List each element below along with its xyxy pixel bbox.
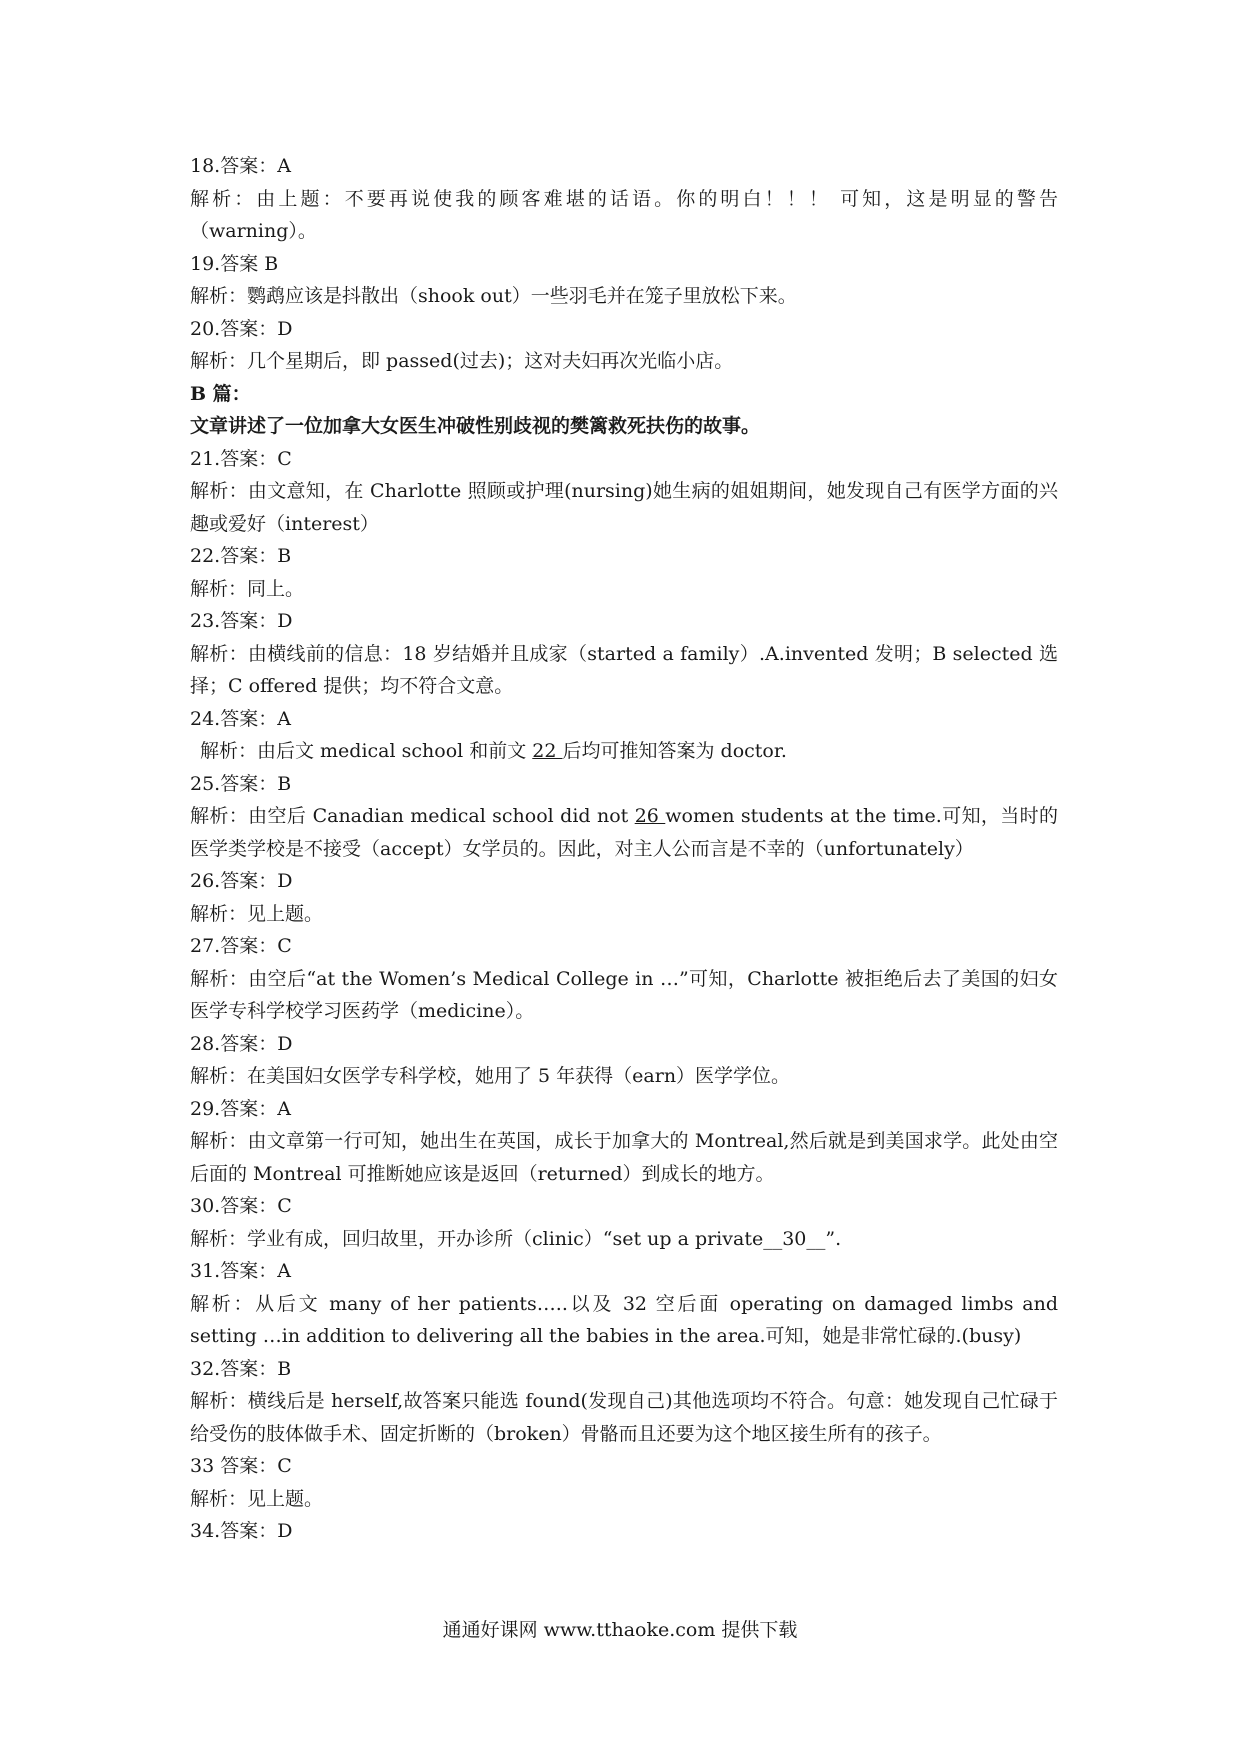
answer-line: 26.答案：D xyxy=(190,870,293,892)
explanation-line: 解析：横线后是 herself,故答案只能选 found(发现自己)其他选项均不符合。句意：她发现自己忙碌于给受伤的肢体做手术、固定折断的（broken）骨骼而且还要为这个地区接生所有的孩子。 xyxy=(190,1390,1058,1445)
answer-line: 29.答案：A xyxy=(190,1097,291,1120)
explanation-line: 解析：由上题：不要再说使我的顾客难堪的话语。你的明白！！！ 可知，这是明显的警告（warning）。 xyxy=(190,187,1058,242)
answer-line: 21.答案：C xyxy=(190,447,292,470)
explanation-line: 解析：见上题。 xyxy=(190,902,324,925)
explanation-line: 解析：几个星期后，即 passed(过去)；这对夫妇再次光临小店。 xyxy=(190,350,734,372)
explanation-line: 解析：在美国妇女医学专科学校，她用了 5 年获得（earn）医学学位。 xyxy=(190,1065,791,1087)
explanation-text: women students at the time.可知，当时的医学类学校是不接受（accept）女学员的。因此，对主人公而言是不幸的（unfortunately） xyxy=(190,805,1059,860)
explanation-line: 解析：学业有成，回归故里，开办诊所（clinic）“set up a private__30__”. xyxy=(190,1227,842,1250)
answer-line: 27.答案：C xyxy=(190,935,292,957)
explanation-line: 解析：由空后“at the Women’s Medical College in …”可知，Charlotte 被拒绝后去了美国的妇女医学专科学校学习医药学（medicine）。 xyxy=(190,967,1058,1022)
blank-number: 22 xyxy=(532,740,563,762)
answer-line: 30.答案：C xyxy=(190,1195,292,1217)
answer-line: 25.答案：B xyxy=(190,772,292,795)
explanation-line: 解析：鹦鹉应该是抖散出（shook out）一些羽毛并在笼子里放松下来。 xyxy=(190,285,797,307)
explanation-text: 解析：由后文 medical school 和前文 xyxy=(200,740,533,762)
section-heading: B 篇： xyxy=(190,382,251,405)
document-body xyxy=(190,150,1058,1548)
explanation-line: 解析：由文意知，在 Charlotte 照顾或护理(nursing)她生病的姐姐期间，她发现自己有医学方面的兴趣或爱好（interest） xyxy=(190,480,1058,535)
explanation-line: 解析：见上题。 xyxy=(190,1487,324,1510)
answer-line: 24.答案：A xyxy=(190,707,291,730)
answer-line: 18.答案：A xyxy=(190,155,291,177)
explanation-line xyxy=(190,800,1058,865)
answer-line: 20.答案：D xyxy=(190,317,293,340)
explanation-text: 后均可推知答案为 doctor. xyxy=(562,740,787,762)
explanation-text: 解析：由空后 Canadian medical school did not xyxy=(190,805,635,827)
answer-line: 34.答案：D xyxy=(190,1520,293,1542)
explanation-line: 解析：从后文 many of her patients…..以及 32 空后面 operating on damaged limbs and setting …in addition to delivering all the babies in the area.可知，她是非常忙碌的.(busy) xyxy=(190,1292,1058,1347)
section-heading: 文章讲述了一位加拿大女医生冲破性别歧视的樊篱救死扶伤的故事。 xyxy=(190,415,761,437)
explanation-line xyxy=(190,735,1058,768)
answer-line: 31.答案：A xyxy=(190,1260,291,1282)
explanation-line: 解析：同上。 xyxy=(190,577,305,600)
blank-number: 26 xyxy=(634,805,666,827)
answer-line: 23.答案：D xyxy=(190,610,293,632)
page-footer: 通通好课网 www.tthaoke.com 提供下载 xyxy=(442,1619,798,1641)
answer-line: 22.答案：B xyxy=(190,545,292,567)
answer-line: 33 答案：C xyxy=(190,1455,292,1477)
explanation-line: 解析：由文章第一行可知，她出生在英国，成长于加拿大的 Montreal,然后就是到美国求学。此处由空后面的 Montreal 可推断她应该是返回（returned）到成长的地方。 xyxy=(190,1130,1058,1185)
answer-line: 19.答案 B xyxy=(190,252,279,275)
answer-line: 28.答案：D xyxy=(190,1032,293,1055)
answer-line: 32.答案：B xyxy=(190,1357,292,1380)
explanation-line: 解析：由横线前的信息：18 岁结婚并且成家（started a family）.A.invented 发明；B selected 选择；C offered 提供；均不符合文意。 xyxy=(190,642,1058,697)
